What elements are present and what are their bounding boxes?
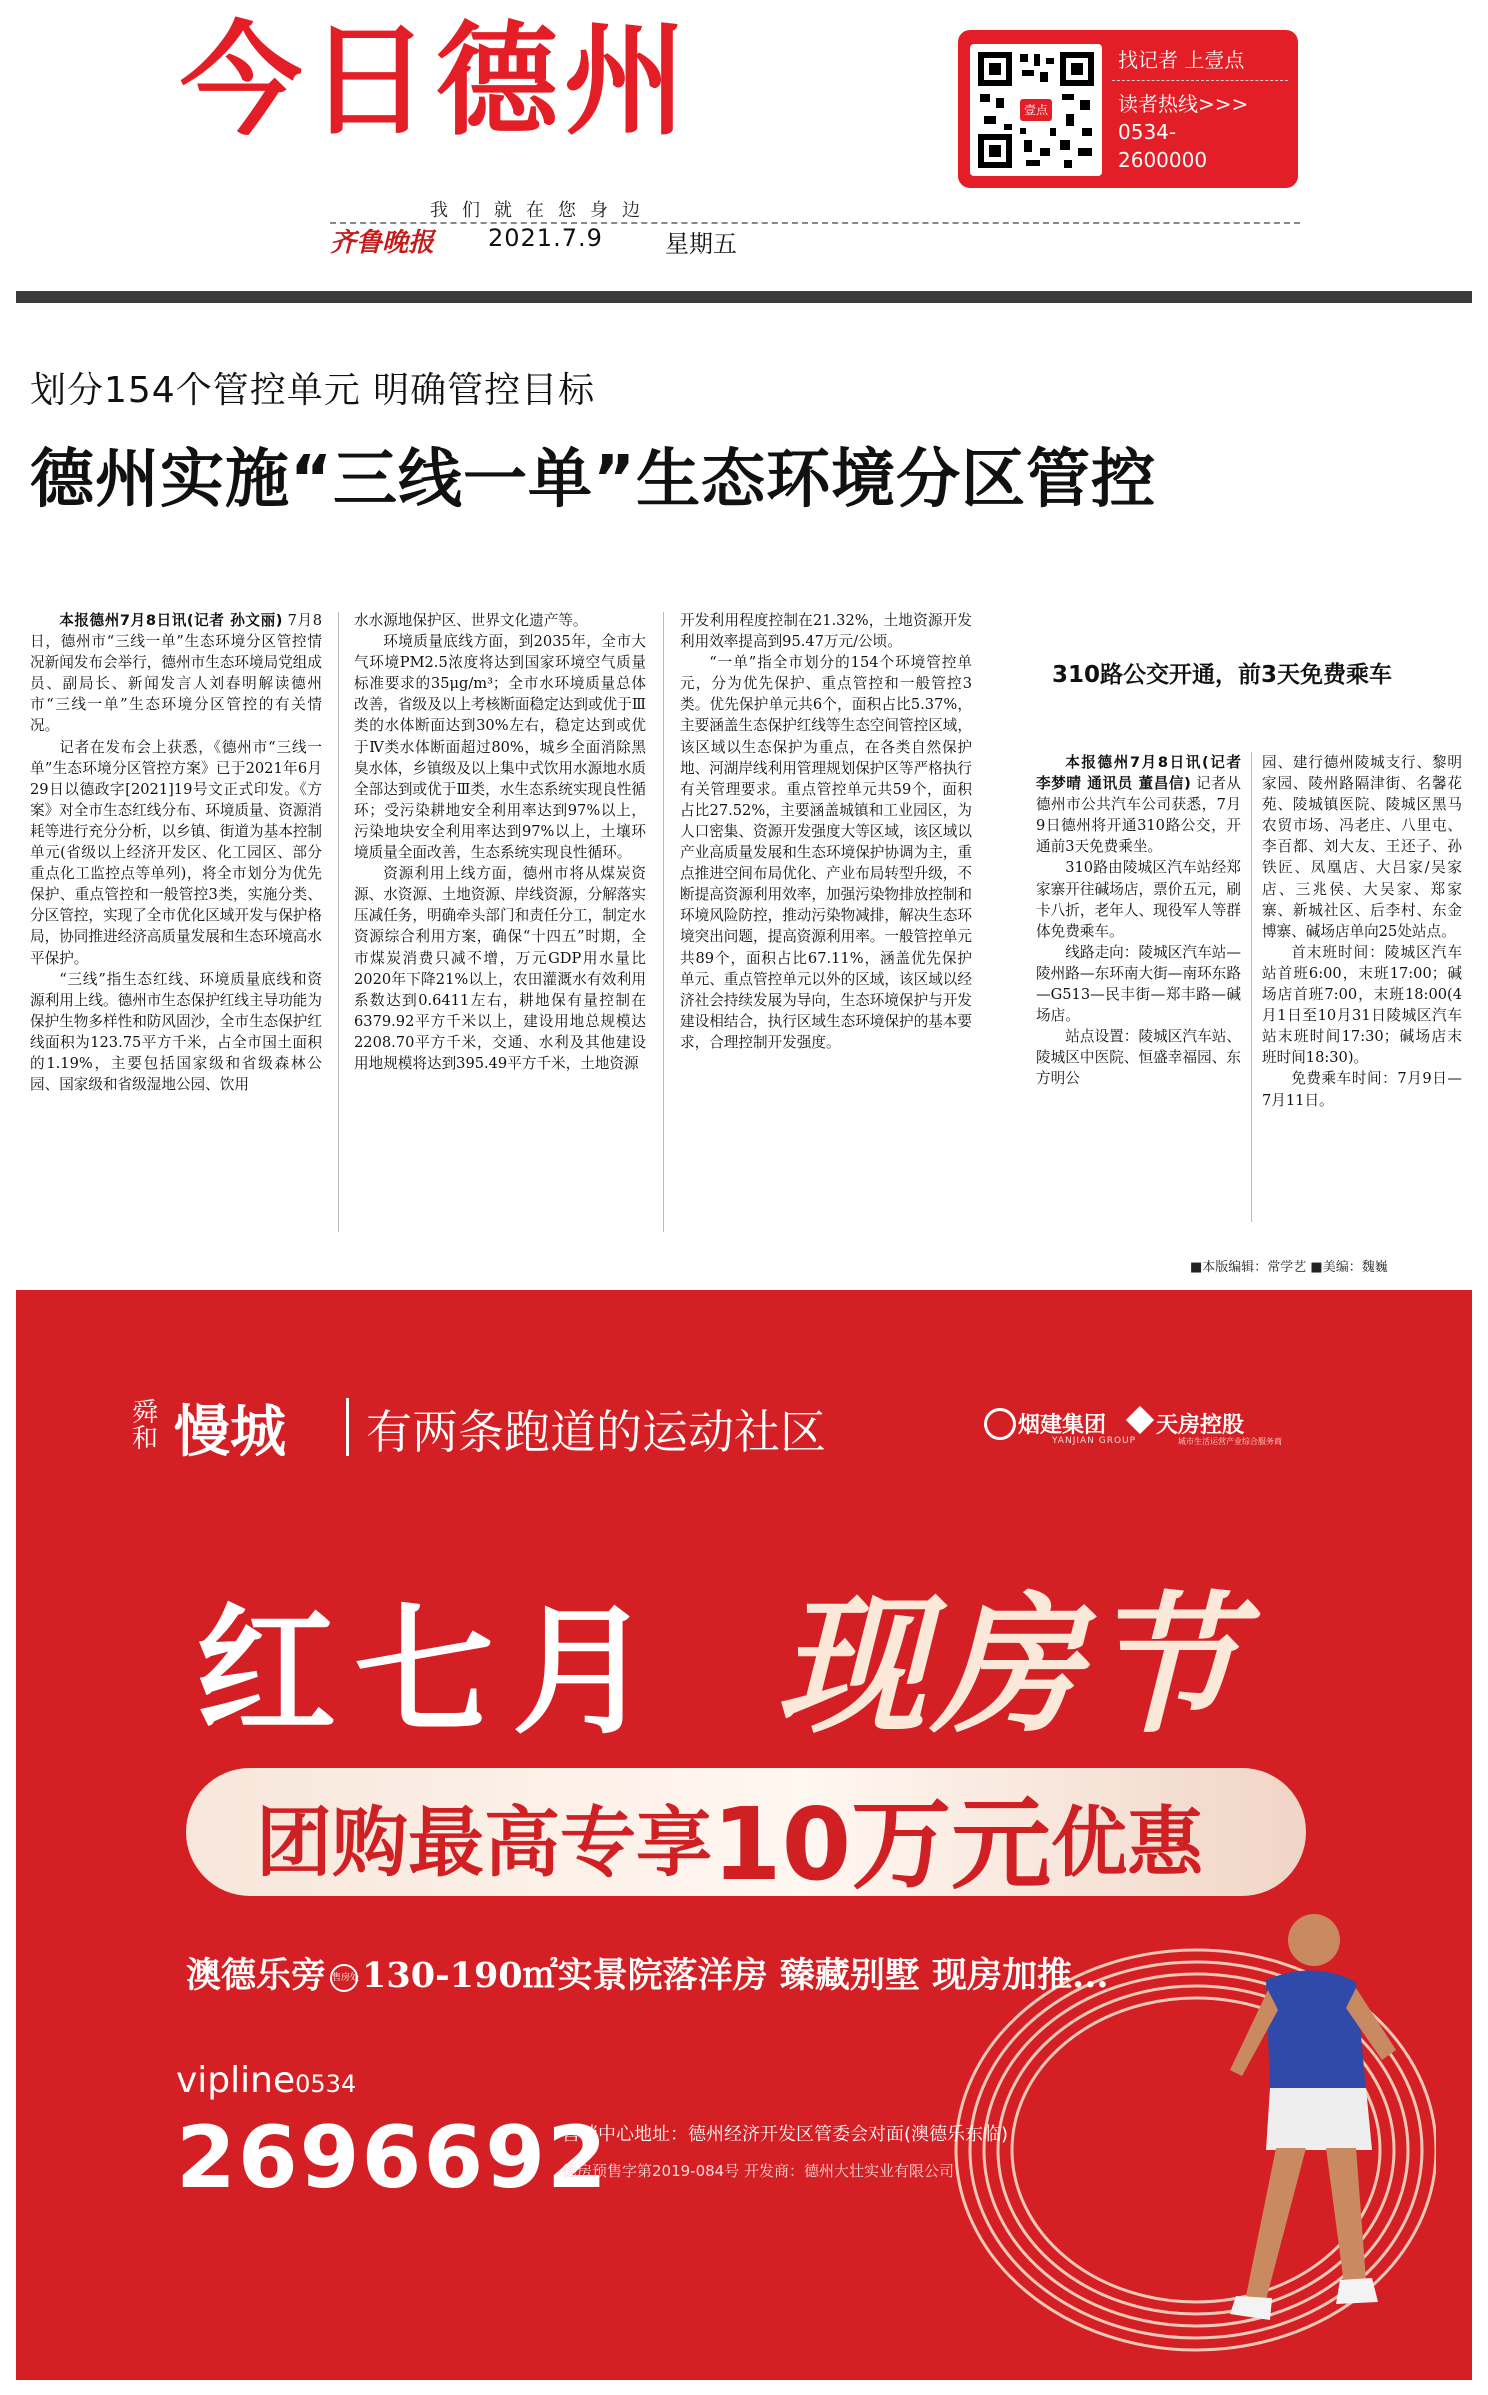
article-subheadline: 划分154个管控单元 明确管控目标: [30, 370, 596, 411]
contact-divider: [1112, 80, 1288, 81]
real-estate-ad[interactable]: [16, 1290, 1472, 2380]
side-article-paragraph: 记者从德州市公共汽车公司获悉，7月9日德州将开通310路公交，开通前3天免费乘坐。: [1036, 775, 1241, 856]
ad-divider: [346, 1398, 349, 1456]
article-paragraph: “一单”指全市划分的154个环境管控单元，分为优先保护、重点管控和一般管控3类。优先保护单元共6个，面积占比5.37%，主要涵盖生态保护红线等生态空间管控区域，该区域以生态保护为重点，在各类自然保护地、河湖岸线利用管理规划保护区等严格执行有关管理要求。重点管控单元共59个，面积占比27.52%，主要涵盖城镇和工业园区，为人口密集、资源开发强度大等区域，该区域以产业高质量发展和生态环境保护协调为主，重点推进空间布局优化、产业布局转型升级，不断提高资源利用效率，加强污染物排放控制和环境风险防控，推动污染物减排，解决生态环境突出问题，提高资源利用率。一般管控单元共89个，面积占比67.11%，涵盖优先保护单元、重点管控单元以外的区域，该区域以经济社会持续发展为导向，生态环境保护与开发建设相结合，执行区域生态环境保护的基本要求，合理控制开发强度。: [680, 654, 972, 1051]
issue-date: 2021.7.9: [488, 224, 603, 252]
ad-permit: 德房预售字第2019-084号 开发商：德州大壮实业有限公司: [562, 2162, 954, 2180]
ad-sponsor-2: 天房控股: [1156, 1413, 1245, 1438]
contact-phone-number[interactable]: 2600000: [1118, 148, 1208, 172]
ad-project-desc: 130-190㎡实景院落洋房 臻藏别墅 现房加推...: [362, 1955, 1109, 1996]
article-paragraph: 环境质量底线方面，到2035年，全市大气环境PM2.5浓度将达到国家环境空气质量标准要求的35μg/m³；全市水环境质量总体改善，省级及以上考核断面稳定达到或优于Ⅲ类的水体断面达到30%左右，稳定达到或优于Ⅳ类水体断面超过80%，城乡全面消除黑臭水体，乡镇级及以上集中式饮用水源地水质全部达到或优于Ⅲ类，水生态系统实现良性循环；受污染耕地安全利用率达到97%以上，污染地块安全利用率达到97%以上，土壤环境质量全面改善，生态系统实现良性循环。: [354, 633, 646, 862]
article-column-2: [354, 610, 646, 1074]
ad-tagline: 有两条跑道的运动社区: [366, 1405, 826, 1459]
article-paragraph: 资源利用上线方面，德州市将从煤炭资源、水资源、土地资源、岸线资源，分解落实压减任务，明确牵头部门和责任分工，制定水资源综合利用方案，确保“十四五”时期，全市煤炭消费只减不增，万元GDP用水量比2020年下降21%以上，农田灌溉水有效利用系数达到0.6411左右，耕地保有量控制在6379.92平方千米以上，建设用地总规模达2208.70平方千米，交通、水利及其他建设用地规模将达到395.49平方千米，土地资源: [354, 865, 646, 1072]
article-column-3: [680, 610, 972, 1053]
ad-vipline-label: vipline: [176, 2060, 296, 2101]
article-byline: 本报德州7月8日讯(记者 孙文丽): [59, 612, 283, 629]
ad-brand-small: 舜和: [132, 1398, 159, 1454]
ad-headline-left: 红七月: [196, 1590, 671, 1754]
masthead-slogan: 我们就在您身边: [430, 200, 654, 221]
side-article-byline: 本报德州7月8日讯(记者 李梦晴 通讯员 董昌信): [1036, 754, 1241, 793]
project-seal-icon: 售房处: [330, 1964, 358, 1992]
column-rule: [1251, 752, 1252, 1222]
side-article-paragraph: 站点设置：陵城区汽车站、陵城区中医院、恒盛幸福园、东方明公: [1036, 1028, 1241, 1088]
contact-phone-area: 0534-: [1118, 120, 1177, 144]
editor-credits: ■本版编辑：常学艺 ■美编：魏巍: [1190, 1260, 1388, 1275]
ad-offer-text: [256, 1782, 1204, 1903]
side-article-paragraph: 线路走向：陵城区汽车站—陵州路—东环南大街—南环东路—G513—民丰街—郑丰路—碱场店。: [1036, 943, 1241, 1025]
ad-vipline: [176, 2060, 356, 2101]
side-article-paragraph: 园、建行德州陵城支行、黎明家园、陵州路隔津街、名馨花苑、陵城镇医院、陵城区黑马农贸市场、冯老庄、八里屯、李百都、刘大友、王还子、孙铁匠、凤凰店、大吕家/吴家店、三兆侯、大吴家、郑家寨、新城社区、后李村、东金博寨、碱场店单向25处站点。: [1262, 754, 1462, 940]
article-paragraph: 记者在发布会上获悉，《德州市“三线一单”生态环境分区管控方案》已于2021年6月29日以德政字[2021]19号文正式印发。《方案》对全市生态红线分布、环境质量、资源消耗等进行充分分析，以乡镇、街道为基本控制单元(省级以上经济开发区、化工园区、部分重点化工监控点等单列)，将全市划分为优先保护、重点管控和一般管控3类，实施分类、分区管控，实现了全市优化区域开发与保护格局，协同推进经济高质量发展和生态环境高水平保护。: [30, 738, 322, 967]
side-article-paragraph: 首末班时间：陵城区汽车站首班6:00，末班17:00；碱场店首班7:00，末班18:00(4月1日至10月31日陵城区汽车站末班时间17:30；碱场店末班时间18:30)。: [1262, 943, 1462, 1067]
reader-contact-box: [958, 30, 1298, 188]
side-article-title: 310路公交开通，前3天免费乘车: [1052, 662, 1393, 688]
article-paragraph: 水水源地保护区、世界文化遗产等。: [354, 612, 588, 629]
contact-line-2: 读者热线>>>: [1118, 92, 1249, 116]
qr-badge: 壹点: [1020, 99, 1052, 121]
parent-paper-logo: 齐鲁晚报: [330, 228, 435, 258]
column-rule: [338, 612, 339, 1232]
contact-line-1: 找记者 上壹点: [1118, 48, 1245, 72]
ad-sponsor-1-sub: YANJIAN GROUP: [1052, 1436, 1137, 1446]
issue-weekday: 星期五: [665, 230, 737, 258]
ad-vipline-area: 0534: [295, 2070, 357, 2098]
side-article-column-2: [1262, 752, 1462, 1111]
ad-brand-main: 慢城: [174, 1399, 286, 1465]
ad-project-line: [186, 1948, 1109, 1998]
article-paragraph: 开发利用程度控制在21.32%，土地资源开发利用效率提高到95.47万元/公顷。: [680, 612, 972, 651]
article-paragraph: 7月8日，德州市“三线一单”生态环境分区管控情况新闻发布会举行，德州市生态环境局党组成员、副局长、新闻发言人刘春明解读德州市“三线一单”生态环境分区管控的有关情况。: [30, 612, 323, 735]
ad-address: 营销中心地址：德州经济开发区管委会对面(澳德乐东临): [562, 2124, 1009, 2145]
ad-offer-amount: 10万元: [712, 1786, 1052, 1903]
masthead-divider: [330, 222, 1300, 224]
side-article-column-1: [1036, 752, 1241, 1090]
runner-image: [1206, 1900, 1406, 2370]
column-rule: [663, 612, 664, 1232]
qr-code-icon[interactable]: [970, 44, 1102, 176]
ad-offer-suffix: 优惠: [1051, 1798, 1204, 1887]
ad-offer-prefix: 团购最高专享: [256, 1798, 712, 1887]
side-article-paragraph: 310路由陵城区汽车站经郑家寨开往碱场店，票价五元，刷卡八折，老年人、现役军人等群体免费乘车。: [1036, 859, 1241, 940]
ad-offer-banner: [186, 1768, 1306, 1903]
side-article-paragraph: 免费乘车时间：7月9日—7月11日。: [1262, 1070, 1462, 1109]
article-headline: 德州实施“三线一单”生态环境分区管控: [30, 443, 1157, 517]
ad-project-name: 澳德乐旁: [186, 1955, 327, 1996]
article-column-1: [30, 610, 322, 1095]
ad-sponsor-1: 烟建集团: [1018, 1413, 1107, 1438]
masthead-bar: [16, 291, 1472, 303]
sponsor-2-logo-icon: [1126, 1406, 1154, 1434]
sponsor-1-logo-icon: [984, 1408, 1016, 1440]
ad-phone-number[interactable]: 2696692: [176, 2108, 609, 2208]
article-paragraph: “三线”指生态红线、环境质量底线和资源利用上线。德州市生态保护红线主导功能为保护生物多样性和防风固沙，全市生态保护红线面积为123.75平方千米，占全市国土面积的1.19%，主要包括国家级和省级森林公园、国家级和省级湿地公园、饮用: [30, 970, 322, 1094]
ad-sponsor-2-sub: 城市生活运营产业综合服务商: [1178, 1437, 1282, 1446]
masthead-title: 今日德州: [180, 10, 692, 152]
ad-headline-right: 现房节: [776, 1578, 1245, 1754]
